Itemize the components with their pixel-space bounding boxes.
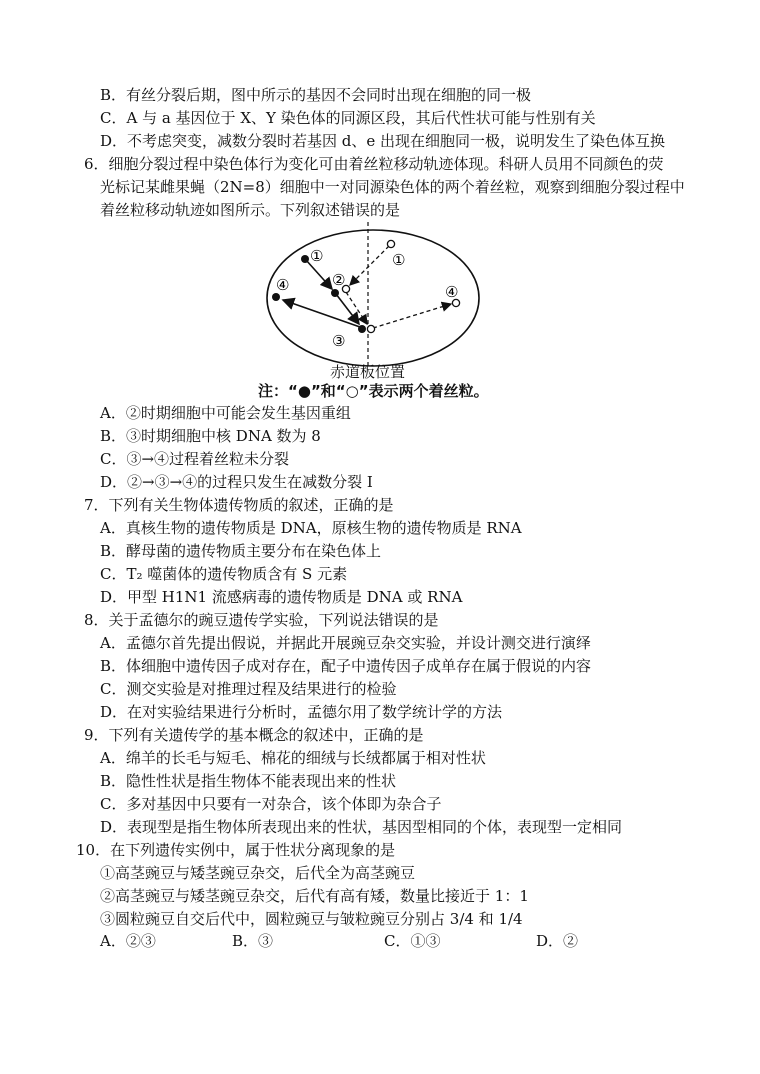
q10-stem: 10．在下列遗传实例中，属于性状分离现象的是 — [76, 841, 396, 859]
q7-option-d: D．甲型 H1N1 流感病毒的遗传物质是 DNA 或 RNA — [100, 588, 463, 606]
q10-answer-d: D．② — [536, 932, 579, 950]
q9-option-c: C．多对基因中只要有一对杂合，该个体即为杂合子 — [100, 795, 442, 813]
label-stage-1-solid: ① — [310, 247, 324, 265]
solid-centromere-stage-2 — [331, 289, 339, 297]
label-stage-4-solid: ④ — [276, 276, 290, 294]
q8-option-c: C．测交实验是对推理过程及结果进行的检验 — [100, 680, 397, 698]
centromere-trajectory-diagram — [258, 218, 488, 383]
solid-centromere-stage-4 — [272, 293, 280, 301]
solid-centromere-stage-3 — [358, 325, 366, 333]
q6-option-b: B．③时期细胞中核 DNA 数为 8 — [100, 427, 321, 445]
label-stage-1-hollow: ① — [392, 251, 406, 269]
q10-answer-a: A．②③ — [100, 932, 156, 950]
q6-stem-line-3: 着丝粒移动轨迹如图所示。下列叙述错误的是 — [100, 201, 401, 219]
q8-option-b: B．体细胞中遗传因子成对存在，配子中遗传因子成单存在属于假说的内容 — [100, 657, 592, 675]
q10-answer-b: B．③ — [232, 932, 274, 950]
label-stage-3: ③ — [332, 332, 346, 350]
q6-stem-line-2: 光标记某雌果蝇（2N=8）细胞中一对同源染色体的两个着丝粒，观察到细胞分裂过程中 — [100, 178, 685, 196]
q5-option-b: B．有丝分裂后期，图中所示的基因不会同时出现在细胞的同一极 — [100, 86, 532, 104]
label-stage-2: ② — [332, 271, 346, 289]
q7-stem: 7．下列有关生物体遗传物质的叙述，正确的是 — [84, 496, 394, 514]
figure-caption: 赤道板位置 — [330, 363, 406, 381]
q8-option-d: D．在对实验结果进行分析时，孟德尔用了数学统计学的方法 — [100, 703, 503, 721]
q5-option-d: D．不考虑突变，减数分裂时若基因 d、e 出现在细胞同一极，说明发生了染色体互换 — [100, 132, 666, 150]
q10-item-1: ①高茎豌豆与矮茎豌豆杂交，后代全为高茎豌豆 — [100, 864, 416, 882]
hollow-centromere-stage-3 — [367, 325, 374, 332]
q5-option-c: C．A 与 a 基因位于 X、Y 染色体的同源区段，其后代性状可能与性别有关 — [100, 109, 596, 127]
q6-option-d: D．②→③→④的过程只发生在减数分裂 I — [100, 473, 373, 491]
q10-item-2: ②高茎豌豆与矮茎豌豆杂交，后代有高有矮，数量比接近于 1：1 — [100, 887, 529, 905]
q7-option-b: B．酵母菌的遗传物质主要分布在染色体上 — [100, 542, 382, 560]
q8-stem: 8．关于孟德尔的豌豆遗传学实验，下列说法错误的是 — [84, 611, 439, 629]
hollow-centromere-stage-1 — [387, 240, 394, 247]
q7-option-c: C．T₂ 噬菌体的遗传物质含有 S 元素 — [100, 565, 348, 583]
q8-option-a: A．孟德尔首先提出假说，并据此开展豌豆杂交实验，并设计测交进行演绎 — [100, 634, 591, 652]
q10-answer-row — [0, 930, 760, 952]
q6-stem-line-1: 6．细胞分裂过程中染色体行为变化可由着丝粒移动轨迹体现。科研人员用不同颜色的荧 — [84, 155, 664, 173]
q7-option-a: A．真核生物的遗传物质是 DNA，原核生物的遗传物质是 RNA — [100, 519, 522, 537]
q6-option-c: C．③→④过程着丝粒未分裂 — [100, 450, 290, 468]
solid-centromere-stage-1 — [301, 255, 309, 263]
q9-option-d: D．表现型是指生物体所表现出来的性状，基因型相同的个体，表现型一定相同 — [100, 818, 623, 836]
q9-stem: 9．下列有关遗传学的基本概念的叙述中，正确的是 — [84, 726, 424, 744]
label-stage-4-hollow: ④ — [445, 283, 459, 301]
q10-item-3: ③圆粒豌豆自交后代中，圆粒豌豆与皱粒豌豆分别占 3/4 和 1/4 — [100, 910, 523, 928]
q9-option-b: B．隐性性状是指生物体不能表现出来的性状 — [100, 772, 397, 790]
q6-option-a: A．②时期细胞中可能会发生基因重组 — [100, 404, 351, 422]
figure-note: 注：“●”和“○”表示两个着丝粒。 — [258, 382, 489, 400]
q10-answer-c: C．①③ — [384, 932, 441, 950]
q9-option-a: A．绵羊的长毛与短毛、棉花的细绒与长绒都属于相对性状 — [100, 749, 486, 767]
